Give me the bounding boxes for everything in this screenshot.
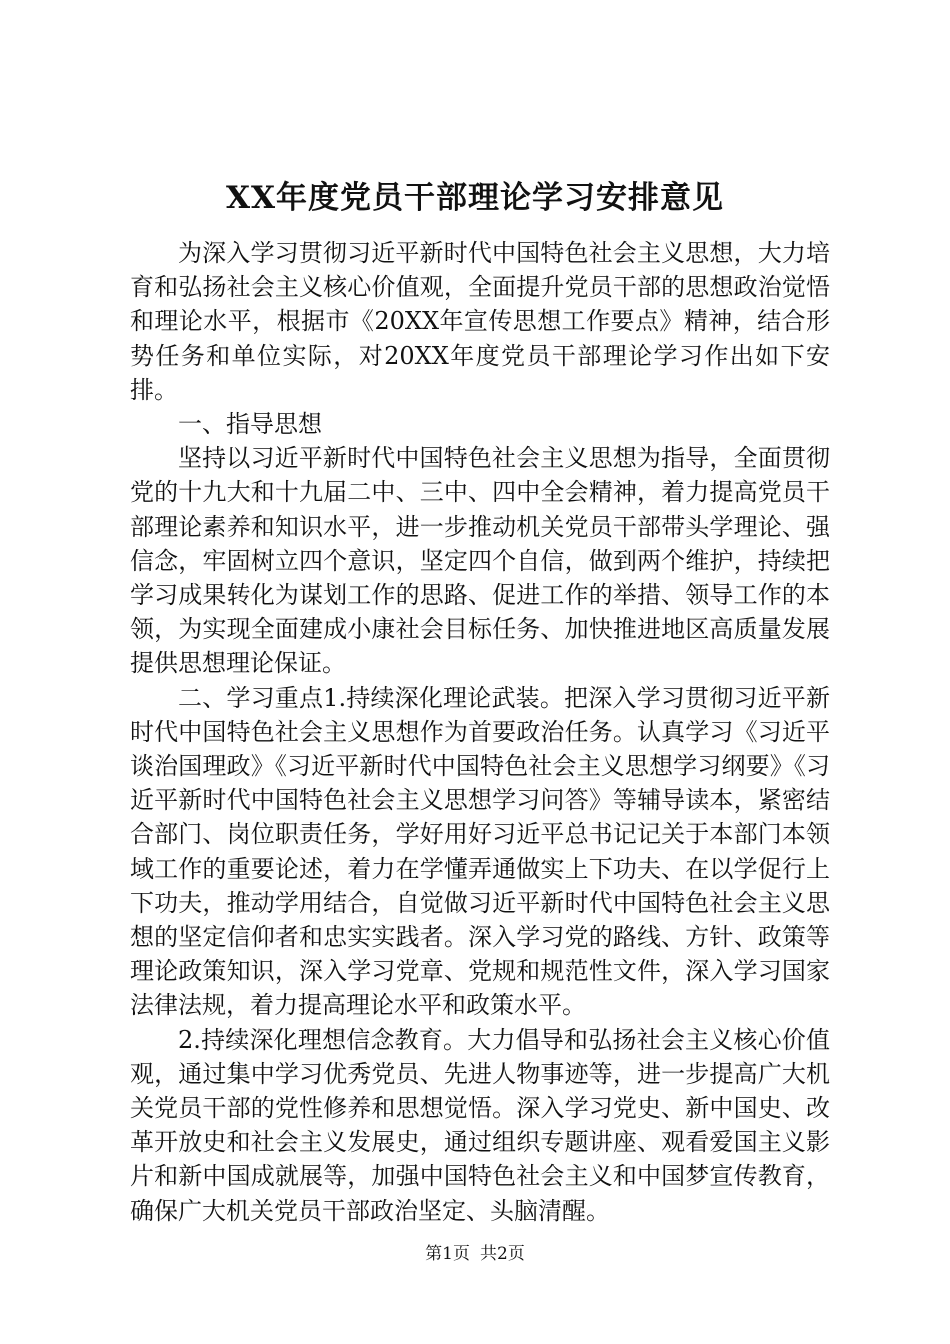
paragraph-intro: 为深入学习贯彻习近平新时代中国特色社会主义思想，大力培育和弘扬社会主义核心价值观，全面提升党员干部的思想政治觉悟和理论水平，根据市《20XX年宣传思想工作要点》精神，结合形势任务和单位实际，对20XX年度党员干部理论学习作出如下安排。 [130,239,830,404]
page-number-current: 第1页 [425,1244,470,1264]
page-footer [0,1242,950,1266]
section-heading-guiding-ideology: 一、指导思想 [178,410,322,439]
paragraph-guiding-ideology: 坚持以习近平新时代中国特色社会主义思想为指导，全面贯彻党的十九大和十九届二中、三中、四中全会精神，着力提高党员干部理论素养和知识水平，进一步推动机关党员干部带头学理论、强信念，牢固树立四个意识，坚定四个自信，做到两个维护，持续把学习成果转化为谋划工作的思路、促进工作的举措、领导工作的本领，为实现全面建成小康社会目标任务、加快推进地区高质量发展提供思想理论保证。 [130,444,830,678]
paragraph-study-focus-1: 二、学习重点1.持续深化理论武装。把深入学习贯彻习近平新时代中国特色社会主义思想作为首要政治任务。认真学习《习近平谈治国理政》《习近平新时代中国特色社会主义思想学习纲要》《习近平新时代中国特色社会主义思想学习问答》等辅导读本，紧密结合部门、岗位职责任务，学好用好习近平总书记记关于本部门本领域工作的重要论述，着力在学懂弄通做实上下功夫、在以学促行上下功夫，推动学用结合，自觉做习近平新时代中国特色社会主义思想的坚定信仰者和忠实实践者。深入学习党的路线、方针、政策等理论政策知识，深入学习党章、党规和规范性文件，深入学习国家法律法规，着力提高理论水平和政策水平。 [130,683,830,1020]
paragraph-study-focus-2: 2.持续深化理想信念教育。大力倡导和弘扬社会主义核心价值观，通过集中学习优秀党员、先进人物事迹等，进一步提高广大机关党员干部的党性修养和思想觉悟。深入学习党史、新中国史、改革开放史和社会主义发展史，通过组织专题讲座、观看爱国主义影片和新中国成就展等，加强中国特色社会主义和中国梦宣传教育，确保广大机关党员干部政治坚定、头脑清醒。 [130,1025,830,1225]
page-number-total: 共2页 [480,1244,525,1264]
document-title: XX年度党员干部理论学习安排意见 [225,180,725,216]
document-body [130,236,830,1228]
